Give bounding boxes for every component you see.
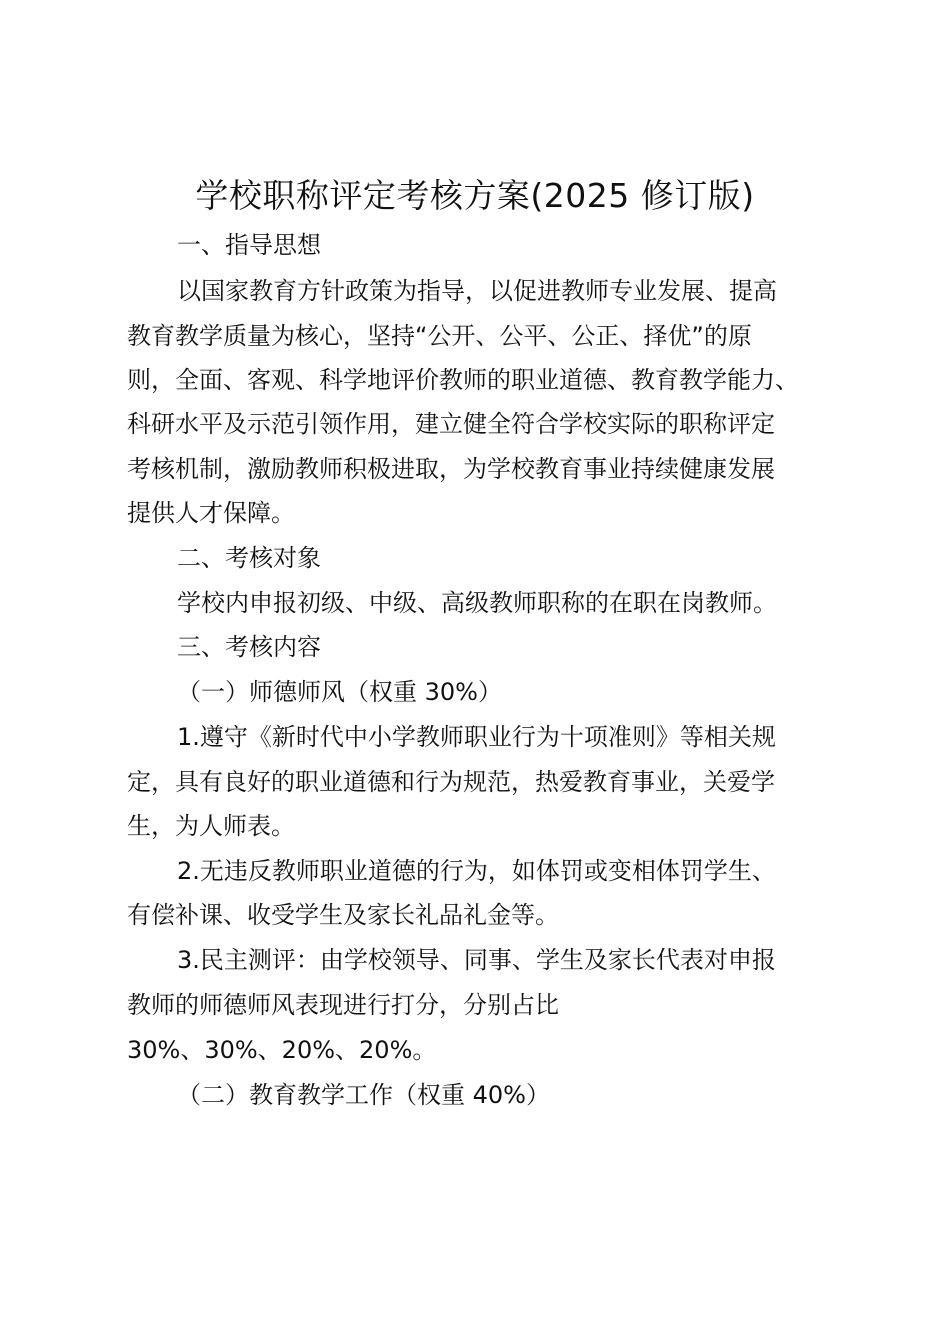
document-title: 学校职称评定考核方案(2025 修订版) [195, 176, 755, 215]
item-line: 生，为人师表。 [127, 812, 295, 840]
paragraph-line: 学校内申报初级、中级、高级教师职称的在职在岗教师。 [177, 589, 777, 617]
paragraph-line: 考核机制，激励教师积极进取，为学校教育事业持续健康发展 [127, 455, 775, 483]
paragraph-line: 以国家教育方针政策为指导，以促进教师专业发展、提高 [177, 277, 777, 305]
item-line: 教师的师德师风表现进行打分，分别占比 [127, 991, 559, 1019]
item-line: 有偿补课、收受学生及家长礼品礼金等。 [127, 901, 559, 929]
subsection-heading-teaching: （二）教育教学工作（权重 40%） [177, 1081, 550, 1109]
item-line: 2.无违反教师职业道德的行为，如体罚或变相体罚学生、 [177, 857, 776, 885]
paragraph-line: 则，全面、客观、科学地评价教师的职业道德、教育教学能力、 [127, 366, 799, 394]
item-line: 30%、30%、20%、20%。 [127, 1036, 437, 1064]
section-heading-guiding: 一、指导思想 [177, 231, 321, 259]
item-line: 定，具有良好的职业道德和行为规范，热爱教育事业，关爱学 [127, 768, 775, 796]
paragraph-line: 科研水平及示范引领作用，建立健全符合学校实际的职称评定 [127, 410, 775, 438]
section-heading-targets: 二、考核对象 [177, 544, 321, 572]
section-heading-content: 三、考核内容 [177, 633, 321, 661]
subsection-heading-ethics: （一）师德师风（权重 30%） [177, 678, 502, 706]
paragraph-line: 教育教学质量为核心，坚持“公开、公平、公正、择优”的原 [127, 322, 752, 350]
item-line: 3.民主测评：由学校领导、同事、学生及家长代表对申报 [177, 946, 776, 974]
item-line: 1.遵守《新时代中小学教师职业行为十项准则》等相关规 [177, 723, 776, 751]
paragraph-line: 提供人才保障。 [127, 499, 295, 527]
